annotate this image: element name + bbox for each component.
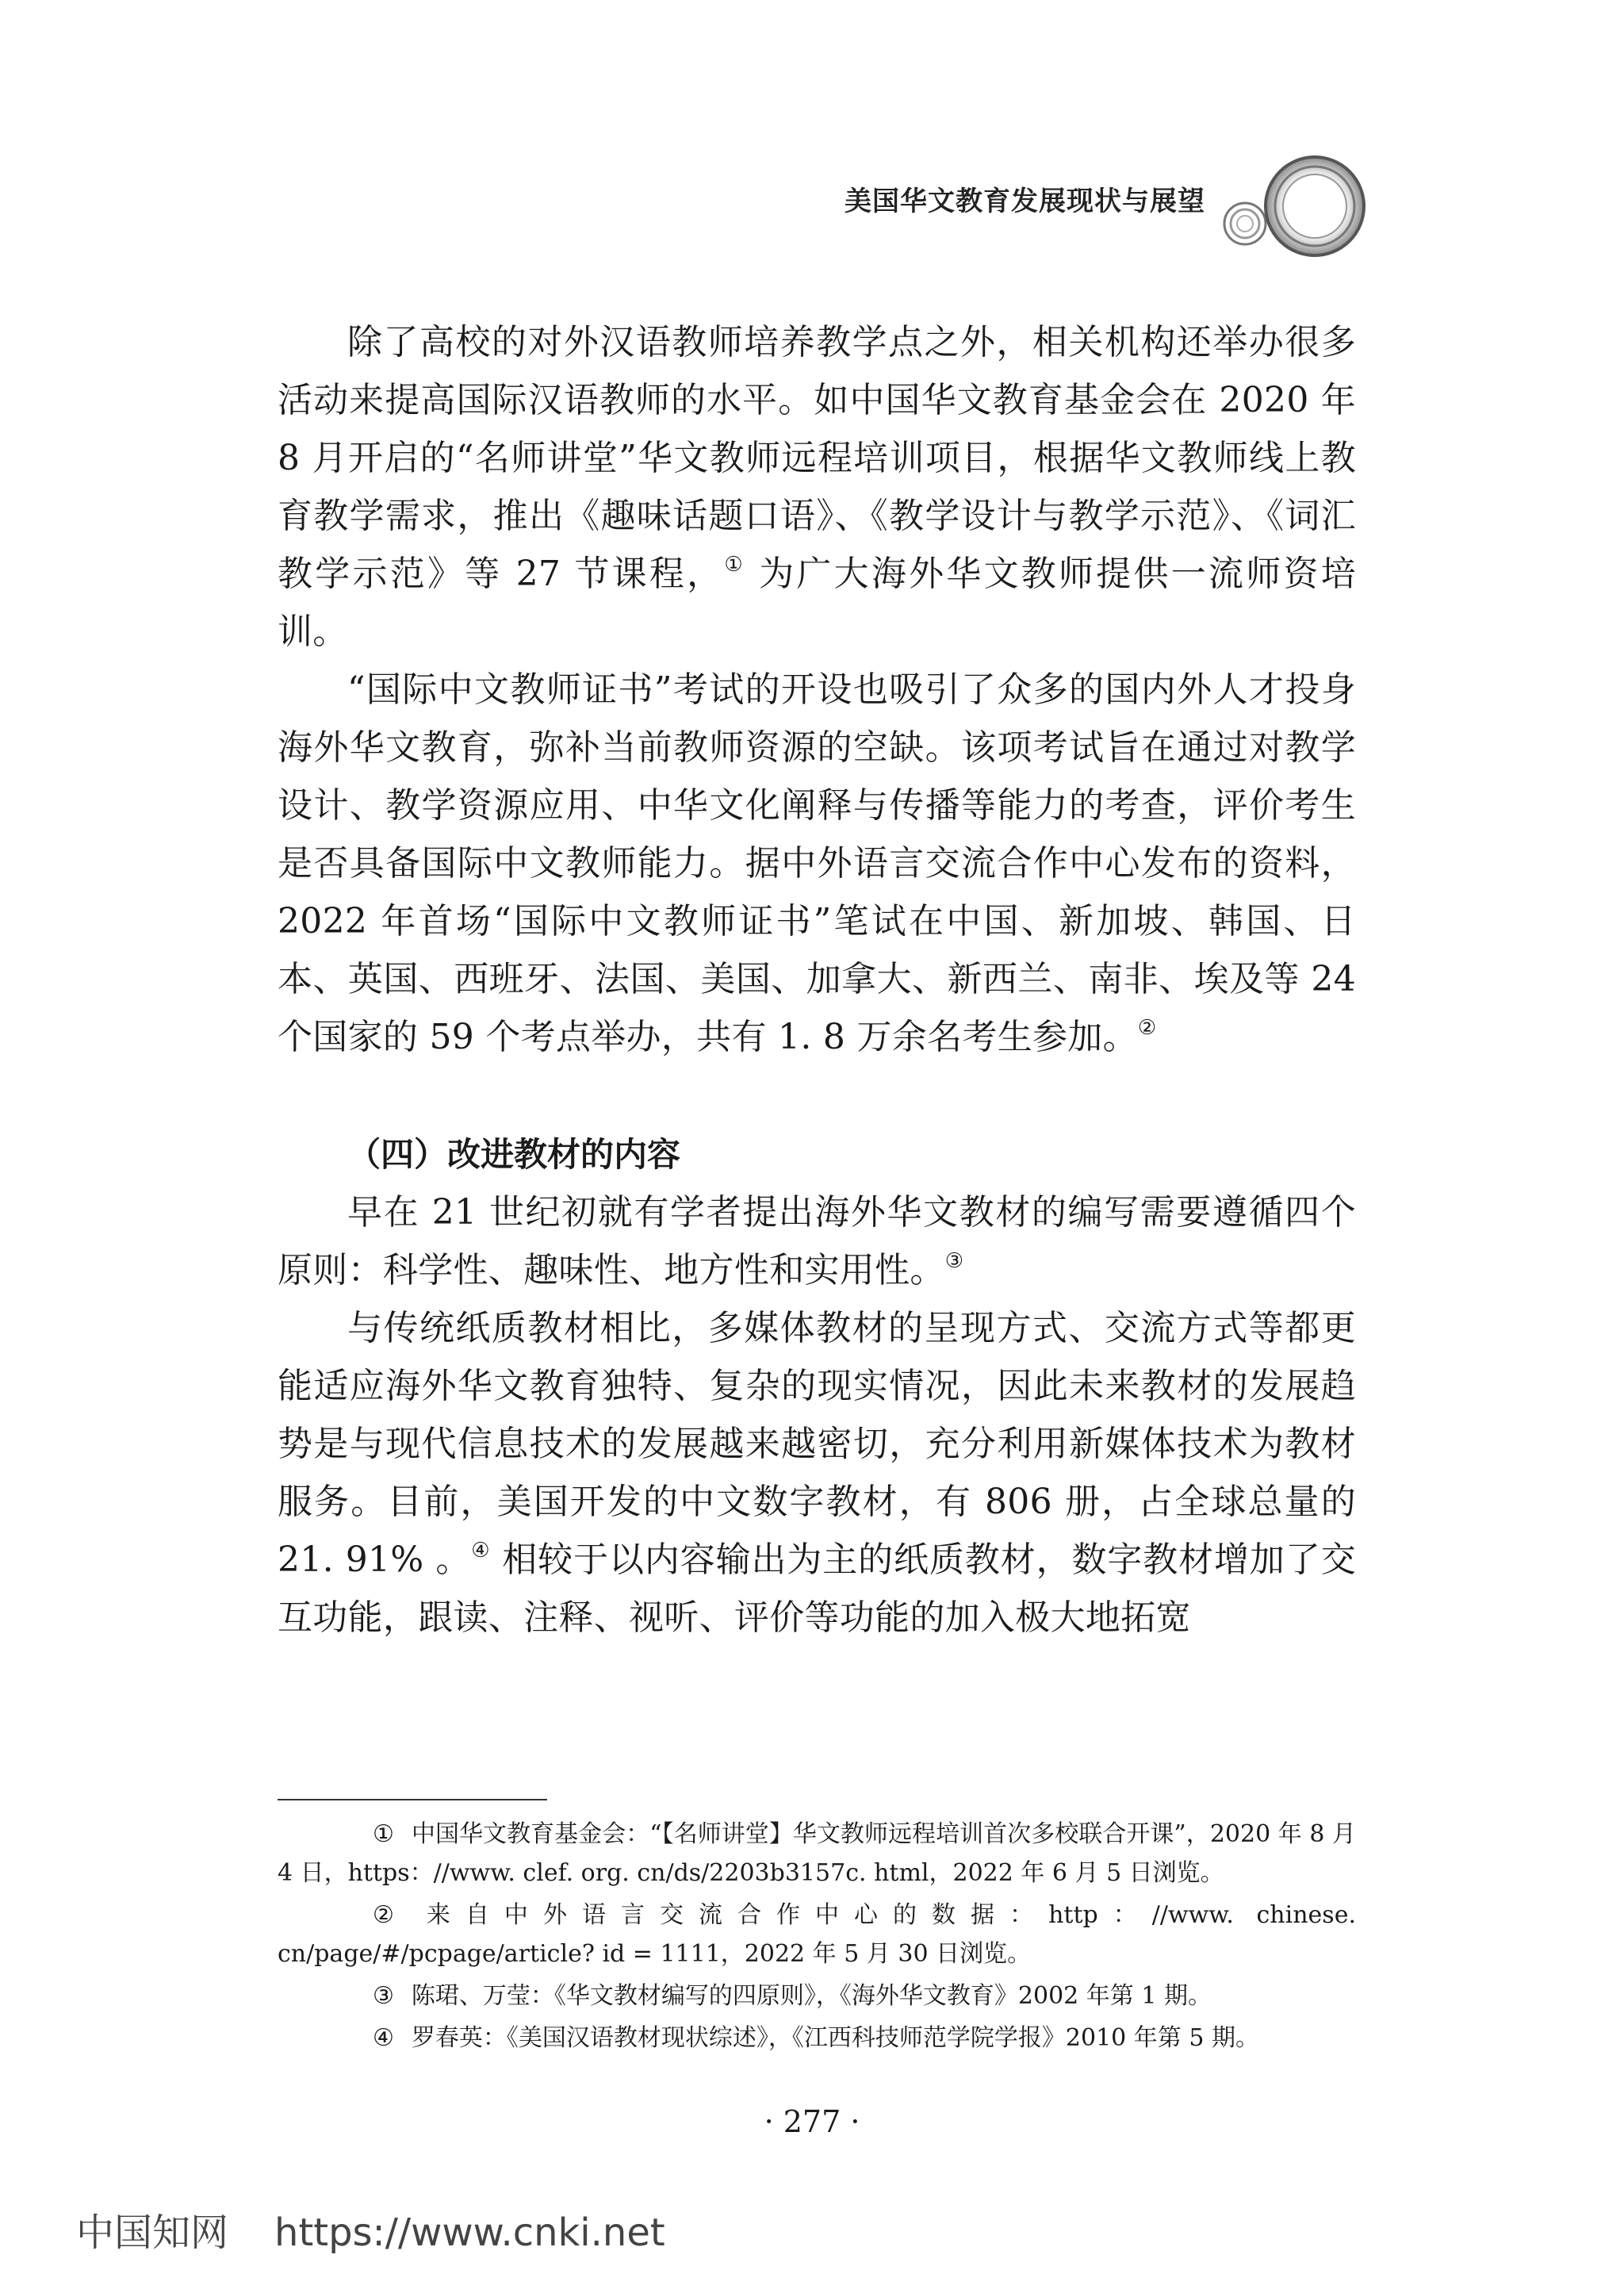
- body-text: [278, 313, 1356, 1647]
- footnote-marker-1[interactable]: ①: [724, 553, 745, 577]
- footnote-divider: [278, 1799, 547, 1800]
- footnote-marker-3[interactable]: ③: [944, 1249, 964, 1273]
- paragraph-2: “国际中文教师证书”考试的开设也吸引了众多的国内外人才投身海外华文教育，弥补当前教师资源的空缺。该项考试旨在通过对教学设计、教学资源应用、中华文化阐释与传播等能力的考查，评价考生是否具备国际中文教师能力。据中外语言交流合作中心发布的资料，2022 年首场“国际中文教师证书”笔试在中国、新加坡、韩国、日本、英国、西班牙、法国、美国、加拿大、新西兰、南非、埃及等 24 个国家的 59 个考点举办，共有 1. 8 万余名考生参加。②: [278, 669, 1356, 1057]
- footnote-marker-2[interactable]: ②: [1137, 1016, 1157, 1040]
- page-number: · 277 ·: [764, 2104, 860, 2139]
- concentric-circles-icon: [1212, 151, 1370, 262]
- section-heading: （四）改进教材的内容: [347, 1135, 681, 1174]
- footnote-3: ③ 陈珺、万莹：《华文教材编写的四原则》，《海外华文教育》2002 年第 1 期。: [373, 1982, 1212, 2010]
- paragraph-4: 与传统纸质教材相比，多媒体教材的呈现方式、交流方式等都更能适应海外华文教育独特、复杂的现实情况，因此未来教材的发展趋势是与现代信息技术的发展越来越密切，充分利用新媒体技术为教材服务。目前，美国开发的中文数字教材，有 806 册，占全球总量的 21. 91% 。④ 相较于以内容输出为主的纸质教材，数字教材增加了交互功能，跟读、注释、视听、评价等功能的加入极大地拓宽: [278, 1308, 1357, 1638]
- running-head: 美国华文教育发展现状与展望: [845, 186, 1205, 217]
- watermark-url[interactable]: https://www.cnki.net: [274, 2211, 665, 2255]
- footnote-2: ② 来自中外语言交流合作中心的数据：http：//www. chinese. cn/page/#/pcpage/article? id = 1111，2022 年 5 月 30 日浏览。: [278, 1901, 1356, 1968]
- footnote-marker-4[interactable]: ④: [471, 1539, 491, 1563]
- cnki-watermark: [76, 2209, 665, 2257]
- paragraph-3: 早在 21 世纪初就有学者提出海外华文教材的编写需要遵循四个原则：科学性、趣味性、地方性和实用性。③: [278, 1192, 1356, 1290]
- paragraph-1: 除了高校的对外汉语教师培养教学点之外，相关机构还举办很多活动来提高国际汉语教师的水平。如中国华文教育基金会在 2020 年 8 月开启的“名师讲堂”华文教师远程培训项目，根据华文教师线上教育教学需求，推出《趣味话题口语》、《教学设计与教学示范》、《词汇教学示范》等 27 节课程，① 为广大海外华文教师提供一流师资培训。: [278, 322, 1356, 652]
- footnotes: [278, 1815, 1356, 2061]
- footnote-1: ① 中国华文教育基金会：“【名师讲堂】华文教师远程培训首次多校联合开课”，2020 年 8 月 4 日，https：//www. clef. org. cn/ds/2203b3157c. html，2022 年 6 月 5 日浏览。: [278, 1820, 1356, 1887]
- watermark-brand: 中国知网: [76, 2211, 229, 2255]
- footnote-4: ④ 罗春英：《美国汉语教材现状综述》，《江西科技师范学院学报》2010 年第 5 期。: [373, 2024, 1259, 2052]
